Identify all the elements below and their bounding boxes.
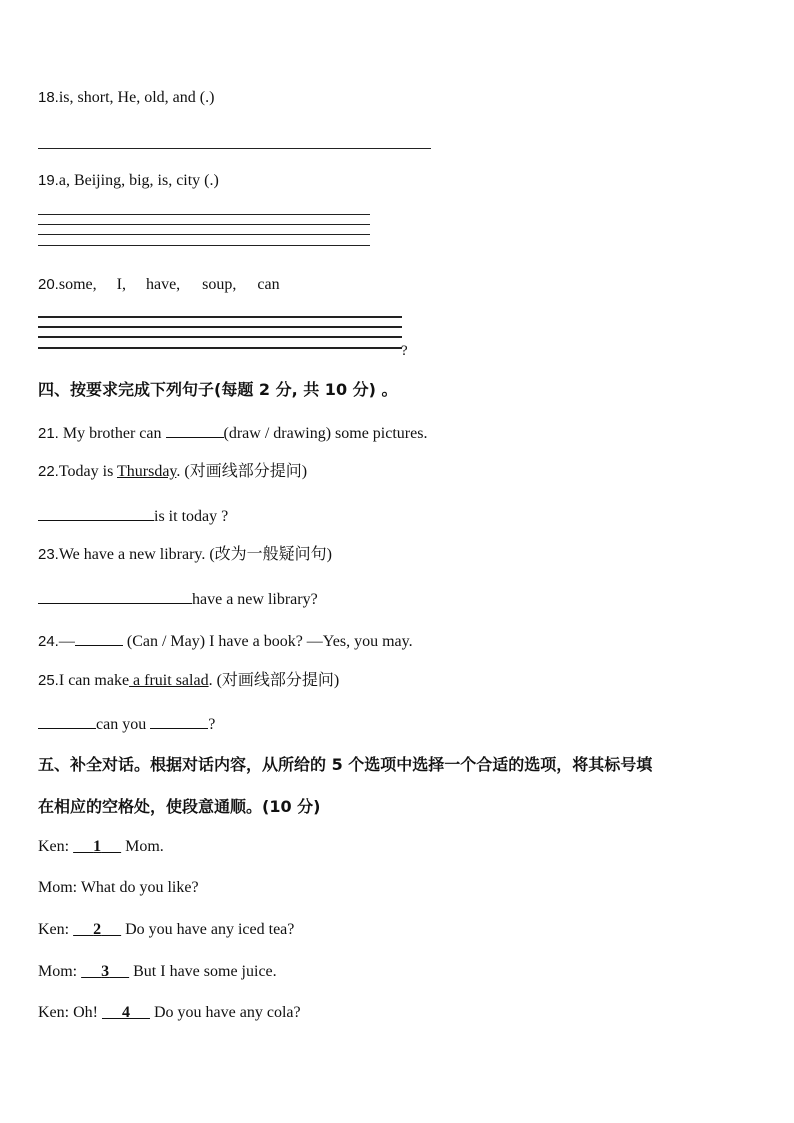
- speaker: Ken: Oh!: [38, 1004, 102, 1021]
- dialogue-blank[interactable]: [81, 963, 129, 980]
- question-text: is, short, He, old, and (.): [58, 89, 215, 106]
- speaker: Mom: What do you like?: [38, 879, 199, 896]
- fill-blank[interactable]: [38, 712, 96, 729]
- dash: —: [58, 633, 75, 650]
- question-number: 21.: [38, 425, 59, 442]
- answer-22: [38, 504, 228, 527]
- answer-text: have a new library?: [192, 591, 318, 608]
- question-text: We have a new library. (改为一般疑问句): [58, 546, 333, 563]
- question-text: a, Beijing, big, is, city (.): [58, 172, 219, 189]
- question-text: (draw / drawing) some pictures.: [223, 425, 428, 442]
- question-25: [38, 671, 339, 691]
- writing-line[interactable]: [38, 336, 402, 338]
- answer-line[interactable]: [38, 148, 431, 149]
- fill-blank[interactable]: [38, 587, 192, 604]
- blank-number: 1: [93, 838, 102, 855]
- fill-blank[interactable]: [75, 629, 123, 646]
- question-number: 25.: [38, 672, 59, 689]
- question-text: (Can / May) I have a book? —Yes, you may.: [122, 633, 413, 650]
- question-instruction: . (对画线部分提问): [176, 463, 308, 480]
- blank-number: 3: [101, 963, 110, 980]
- answer-text: can you: [96, 716, 151, 733]
- writing-line[interactable]: [38, 234, 370, 235]
- writing-line[interactable]: [38, 214, 370, 215]
- writing-line[interactable]: [38, 326, 402, 328]
- question-number: 24.: [38, 633, 59, 650]
- section-5-title-line-2: 在相应的空格处，使段意通顺。(10 分): [38, 797, 321, 816]
- fill-blank[interactable]: [38, 504, 154, 521]
- question-number: 23.: [38, 546, 59, 563]
- dialogue-text: Do you have any cola?: [149, 1004, 301, 1021]
- question-mark: ?: [401, 343, 408, 359]
- question-20: [38, 275, 280, 295]
- question-text: I can make: [58, 672, 130, 689]
- word-4: soup,: [202, 276, 237, 293]
- blank-number: 2: [93, 921, 102, 938]
- question-19: [38, 171, 219, 191]
- question-text: Today is: [58, 463, 117, 480]
- question-24: [38, 629, 413, 652]
- question-number: 20.: [38, 276, 59, 293]
- answer-text: is it today ?: [154, 508, 229, 525]
- question-number: 19.: [38, 172, 59, 189]
- writing-line[interactable]: [38, 347, 402, 349]
- answer-23: [38, 587, 318, 610]
- underlined-word: Thursday: [117, 463, 177, 480]
- dialogue-line-3: [38, 920, 294, 940]
- section-5-title-line-1: 五、补全对话。根据对话内容，从所给的 5 个选项中选择一个合适的选项，将其标号填: [38, 755, 653, 774]
- underlined-phrase: a fruit salad: [129, 672, 209, 689]
- word-2: I,: [116, 276, 126, 293]
- writing-line[interactable]: [38, 224, 370, 225]
- fill-blank[interactable]: [150, 712, 208, 729]
- speaker: Mom:: [38, 963, 82, 980]
- blank-number: 4: [121, 1004, 130, 1021]
- dialogue-blank[interactable]: [102, 1004, 150, 1021]
- word-5: can: [257, 276, 280, 293]
- writing-line[interactable]: [38, 316, 402, 318]
- dialogue-text: Mom.: [121, 838, 164, 855]
- question-22: [38, 462, 307, 482]
- dialogue-line-5: [38, 1003, 301, 1023]
- dialogue-blank[interactable]: [73, 838, 121, 855]
- question-18: [38, 88, 214, 108]
- writing-line[interactable]: [38, 245, 370, 246]
- dialogue-line-4: [38, 962, 277, 982]
- answer-25: [38, 712, 215, 735]
- speaker: Ken:: [38, 921, 74, 938]
- dialogue-blank[interactable]: [73, 921, 121, 938]
- answer-text: ?: [208, 716, 216, 733]
- question-instruction: . (对画线部分提问): [208, 672, 340, 689]
- dialogue-text: But I have some juice.: [129, 963, 277, 980]
- question-text: My brother can: [58, 425, 166, 442]
- question-21: [38, 421, 427, 444]
- dialogue-text: Do you have any iced tea?: [121, 921, 295, 938]
- section-4-title: 四、按要求完成下列句子(每题 2 分, 共 10 分) 。: [38, 380, 398, 399]
- question-number: 22.: [38, 463, 59, 480]
- dialogue-line-1: [38, 837, 164, 857]
- dialogue-line-2: [38, 878, 199, 898]
- word-1: some,: [58, 276, 97, 293]
- fill-blank[interactable]: [166, 421, 224, 438]
- question-number: 18.: [38, 89, 59, 106]
- speaker: Ken:: [38, 838, 74, 855]
- word-3: have,: [145, 276, 181, 293]
- question-23: [38, 545, 332, 565]
